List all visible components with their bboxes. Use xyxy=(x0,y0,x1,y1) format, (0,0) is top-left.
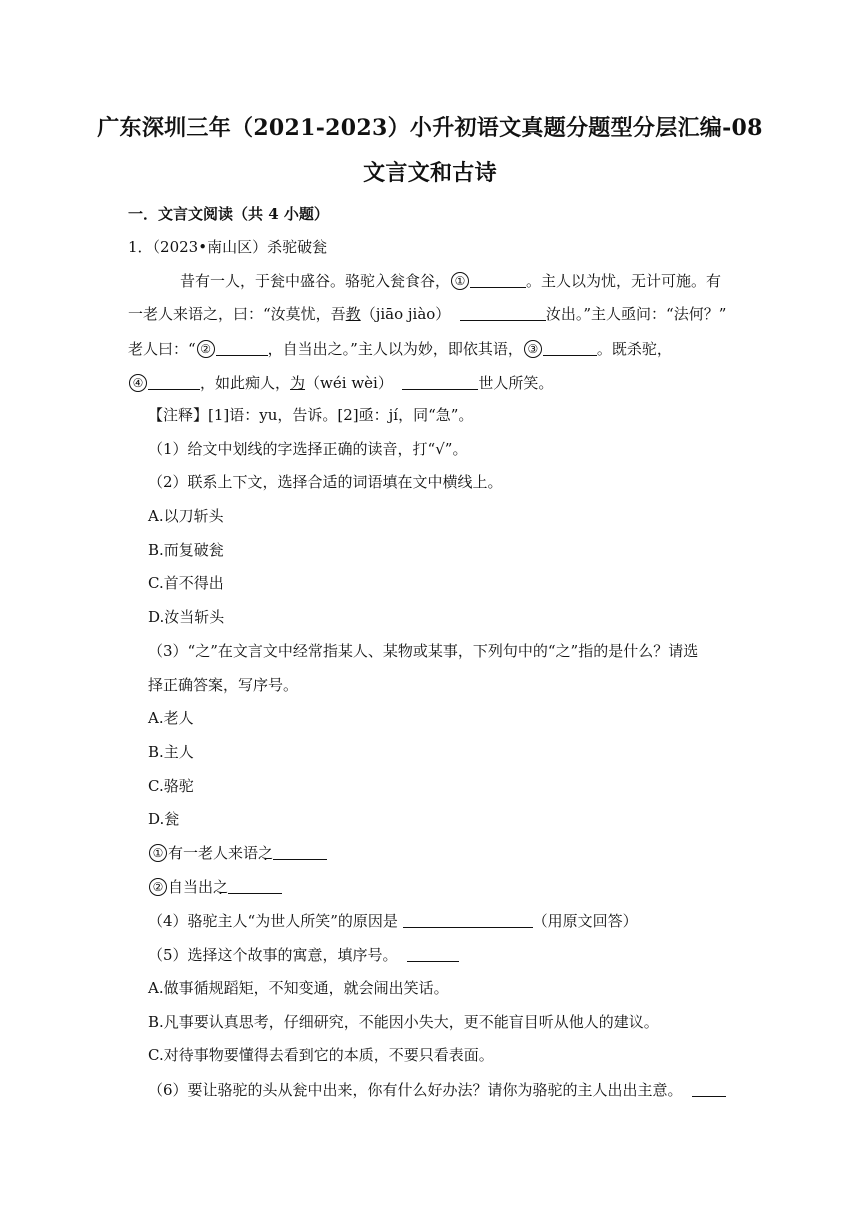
option-item: D.汝当斩头 xyxy=(148,608,225,626)
zhi-item-2: ② 自当出之 xyxy=(128,878,752,896)
pinyin-blank-1[interactable] xyxy=(460,306,546,321)
question-header: 1．（2023•南山区）杀驼破瓮 xyxy=(128,238,328,256)
underlined-char-wei: 为 xyxy=(290,374,306,392)
sub-question-4: （4）骆驼主人“为世人所笑”的原因是 （用原文回答） xyxy=(148,912,638,930)
passage-line-1: 昔有一人，于瓮中盛谷。骆驼入瓮食谷， ① 。主人以为忧，无计可施。有 xyxy=(180,272,722,290)
option-item: D.瓮 xyxy=(148,810,180,828)
option-item: A.做事循规蹈矩，不知变通，就会闹出笑话。 xyxy=(148,979,449,997)
sub-question-6: （6）要让骆驼的头从瓮中出来，你有什么好办法？请你为骆驼的主人出出主意。 xyxy=(128,1082,752,1098)
option-item: A.老人 xyxy=(148,709,194,727)
zhi-item-1: ① 有一老人来语之 xyxy=(128,844,752,862)
option-item: B.主人 xyxy=(148,743,194,761)
underlined-char-jiao: 教 xyxy=(345,305,361,323)
passage-line-4: ④ ，如此痴人，为（wéi wèi） 世人所笑。 xyxy=(128,374,732,392)
answer-blank[interactable] xyxy=(692,1082,726,1097)
answer-blank[interactable] xyxy=(407,947,459,962)
answer-blank[interactable] xyxy=(228,879,282,894)
sub-question-3-cont: 择正确答案，写序号。 xyxy=(148,676,299,694)
answer-blank[interactable] xyxy=(403,913,533,928)
passage-line-3: 老人曰：“ ② ，自当出之。”主人以为妙，即依其语， ③ 。既杀驼， xyxy=(128,340,672,358)
option-item: C.首不得出 xyxy=(148,574,224,592)
blank-marker-2: ② xyxy=(197,340,215,358)
sub-question-2: （2）联系上下文，选择合适的词语填在文中横线上。 xyxy=(148,473,503,491)
doc-title-line2: 文言文和古诗 xyxy=(363,160,497,186)
option-item: C.骆驼 xyxy=(148,777,194,795)
blank-marker-1: ① xyxy=(451,272,469,290)
answer-blank[interactable] xyxy=(273,845,327,860)
pinyin-blank-2[interactable] xyxy=(402,375,478,390)
passage-blank-2[interactable] xyxy=(216,341,268,356)
section-heading: 一．文言文阅读（共 4 小题） xyxy=(128,205,329,223)
blank-marker-4: ④ xyxy=(129,374,147,392)
annotation-note: 【注释】[1]语：yu，告诉。[2]亟：jí，同“急”。 xyxy=(148,406,474,424)
doc-title-line1: 广东深圳三年（2021-2023）小升初语文真题分题型分层汇编-08 xyxy=(97,115,763,141)
sub-question-3: （3）“之”在文言文中经常指某人、某物或某事，下列句中的“之”指的是什么？请选 xyxy=(148,642,699,660)
option-item: C.对待事物要懂得去看到它的本质，不要只看表面。 xyxy=(148,1046,494,1064)
passage-blank-4[interactable] xyxy=(148,375,200,390)
sub-question-1: （1）给文中划线的字选择正确的读音，打“√”。 xyxy=(148,440,468,458)
option-item: B.而复破瓮 xyxy=(148,541,224,559)
passage-blank-3[interactable] xyxy=(543,341,597,356)
option-item: A.以刀斩头 xyxy=(148,507,224,525)
passage-blank-1[interactable] xyxy=(470,273,526,288)
sub-question-5: （5）选择这个故事的寓意，填序号。 xyxy=(128,947,752,963)
blank-marker-3: ③ xyxy=(524,340,542,358)
passage-line-2: 一老人来语之，曰：“汝莫忧，吾教（jiāo jiào） 汝出。”主人亟问：“法何？” xyxy=(128,305,727,323)
option-item: B.凡事要认真思考，仔细研究，不能因小失大，更不能盲目听从他人的建议。 xyxy=(148,1013,659,1031)
